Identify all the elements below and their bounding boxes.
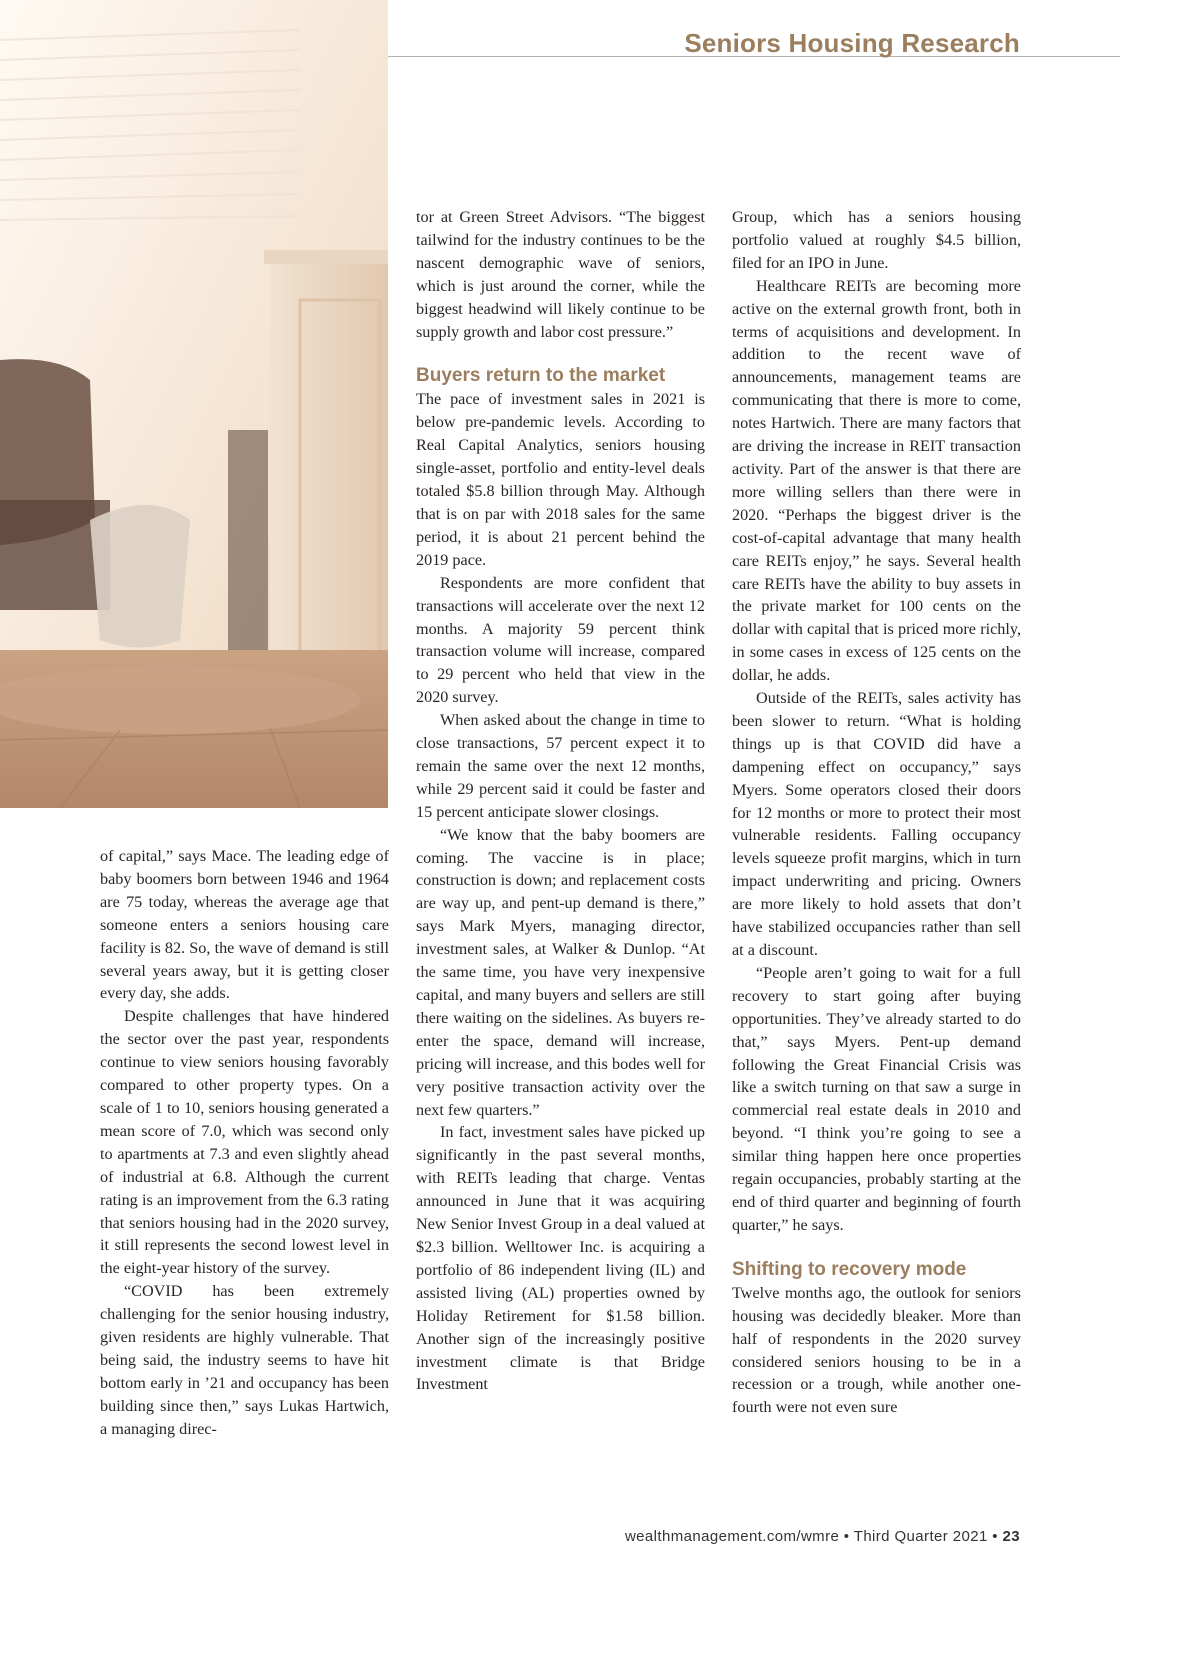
- paragraph: Twelve months ago, the outlook for seniors housing was decidedly bleaker. More than half of respondents in the 2020 survey considered seniors housing to be in a recession or a trough, while another one-fourth were not even sure: [732, 1283, 1021, 1417]
- paragraph: In fact, investment sales have picked up significantly in the past several months, with REITs leading that charge. Ventas announced in June that it was acquiring New Senior Invest Group in a deal valued at $2.3 billion. Welltower Inc. is acquiring a portfolio of 86 independent living (IL) and assisted living (AL) properties owned by Holiday Retirement for $1.58 billion. Another sign of the increasingly positive investment climate is that Bridge Investment: [416, 1123, 705, 1394]
- footer-separator: •: [992, 1528, 998, 1545]
- paragraph: When asked about the change in time to close transactions, 57 percent expect it to remain the same over the next 12 months, while 29 percent said it could be faster and 15 percent anticipate slower closings.: [416, 711, 705, 821]
- paragraph: Despite challenges that have hindered the sector over the past year, respondents continue to view seniors housing favorably compared to other property types. On a scale of 1 to 10, seniors housing generated a mean score of 7.0, which was second only to apartments at 7.3 and even slightly ahead of industrial at 6.8. Although the current rating is an improvement from the 6.3 rating that seniors housing had in the 2020 survey, it still represents the second lowest level in the eight-year history of the survey.: [100, 1007, 389, 1278]
- paragraph: of capital,” says Mace. The leading edge of baby boomers born between 1946 and 1964 are 75 today, whereas the average age that someone enters a seniors housing care facility is 82. So, the wave of demand is still several years away, but it is getting closer every day, she adds.: [100, 847, 389, 1003]
- page-number: 23: [1002, 1528, 1020, 1545]
- paragraph: Healthcare REITs are becoming more active on the external growth front, both in terms of acquisitions and development. In addition to the recent wave of announcements, management teams are communicating that there is more to come, notes Hartwich. There are many factors that are driving the increase in REIT transaction activity. Part of the answer is that there are more willing sellers than there were in 2020. “Perhaps the biggest driver is the cost-of-capital advantage that many health care REITs enjoy,” he says. Several health care REITs have the ability to buy assets in the private market for 100 cents on the dollar with capital that is priced more richly, in some cases in excess of 125 cents on the dollar, he adds.: [732, 276, 1021, 685]
- column-a: [100, 845, 389, 1441]
- paragraph: “People aren’t going to wait for a full recovery to start going after buying opportunities. They’ve already started to do that,” says Myers. Pent-up demand following the Great Financial Crisis was like a switch turning on that saw a surge in commercial real estate deals in 2010 and beyond. “I think you’re going to see a similar thing happen here once properties regain occupancies, probably starting at the end of third quarter and beginning of fourth quarter,” he says.: [732, 963, 1021, 1234]
- paragraph: The pace of investment sales in 2021 is below pre-pandemic levels. According to Real Capital Analytics, seniors housing single-asset, portfolio and entity-level deals totaled $5.8 billion through May. Although that is on par with 2018 sales for the same period, it is about 21 percent behind the 2019 pace.: [416, 390, 705, 569]
- interior-room-photo: [0, 0, 388, 808]
- paragraph: “We know that the baby boomers are coming. The vaccine is in place; construction is down; and replacement costs are way up, and pent-up demand is there,” says Mark Myers, managing director, investment sales, at Walker & Dunlop. “At the same time, you have very inexpensive capital, and many buyers and sellers are still there waiting on the sidelines. As buyers re-enter the space, demand will increase, pricing will increase, and this bodes well for very positive transaction activity over the next few quarters.”: [416, 825, 705, 1119]
- page-footer: [625, 1528, 1020, 1545]
- paragraph: tor at Green Street Advisors. “The biggest tailwind for the industry continues to be the nascent demographic wave of seniors, which is just around the corner, while the biggest headwind will likely continue to be supply growth and labor cost pressure.”: [416, 208, 705, 341]
- photo-illustration: [0, 0, 388, 808]
- paragraph: Group, which has a seniors housing portfolio valued at roughly $4.5 billion, filed for an IPO in June.: [732, 208, 1021, 272]
- paragraph: Outside of the REITs, sales activity has been slower to return. “What is holding things up is that COVID did have a dampening effect on occupancy,” says Myers. Some operators closed their doors for 12 months or more to protect their most vulnerable residents. Falling occupancy levels squeeze profit margins, which in turn impact underwriting and pricing. Owners are more likely to hold assets that don’t have stabilized occupancies rather than sell at a discount.: [732, 689, 1021, 959]
- footer-issue: Third Quarter 2021: [853, 1528, 988, 1545]
- footer-site: wealthmanagement.com/wmre: [624, 1528, 840, 1545]
- paragraph: “COVID has been extremely challenging for the senior housing industry, given residents are highly vulnerable. That being said, the industry seems to have hit bottom early in ’21 and occupancy has been building since then,” says Lukas Hartwich, a managing direc-: [100, 1282, 389, 1438]
- subheading-buyers-return: Buyers return to the market: [416, 365, 666, 387]
- column-b: [416, 206, 705, 1396]
- footer-separator: •: [843, 1528, 850, 1545]
- paragraph: Respondents are more confident that transactions will accelerate over the next 12 months. A majority 59 percent think transaction volume will increase, compared to 29 percent who held that view in the 2020 survey.: [416, 573, 705, 707]
- subheading-shifting-recovery: Shifting to recovery mode: [732, 1258, 967, 1280]
- column-c: [732, 206, 1021, 1419]
- section-title: Seniors Housing Research: [684, 28, 1020, 58]
